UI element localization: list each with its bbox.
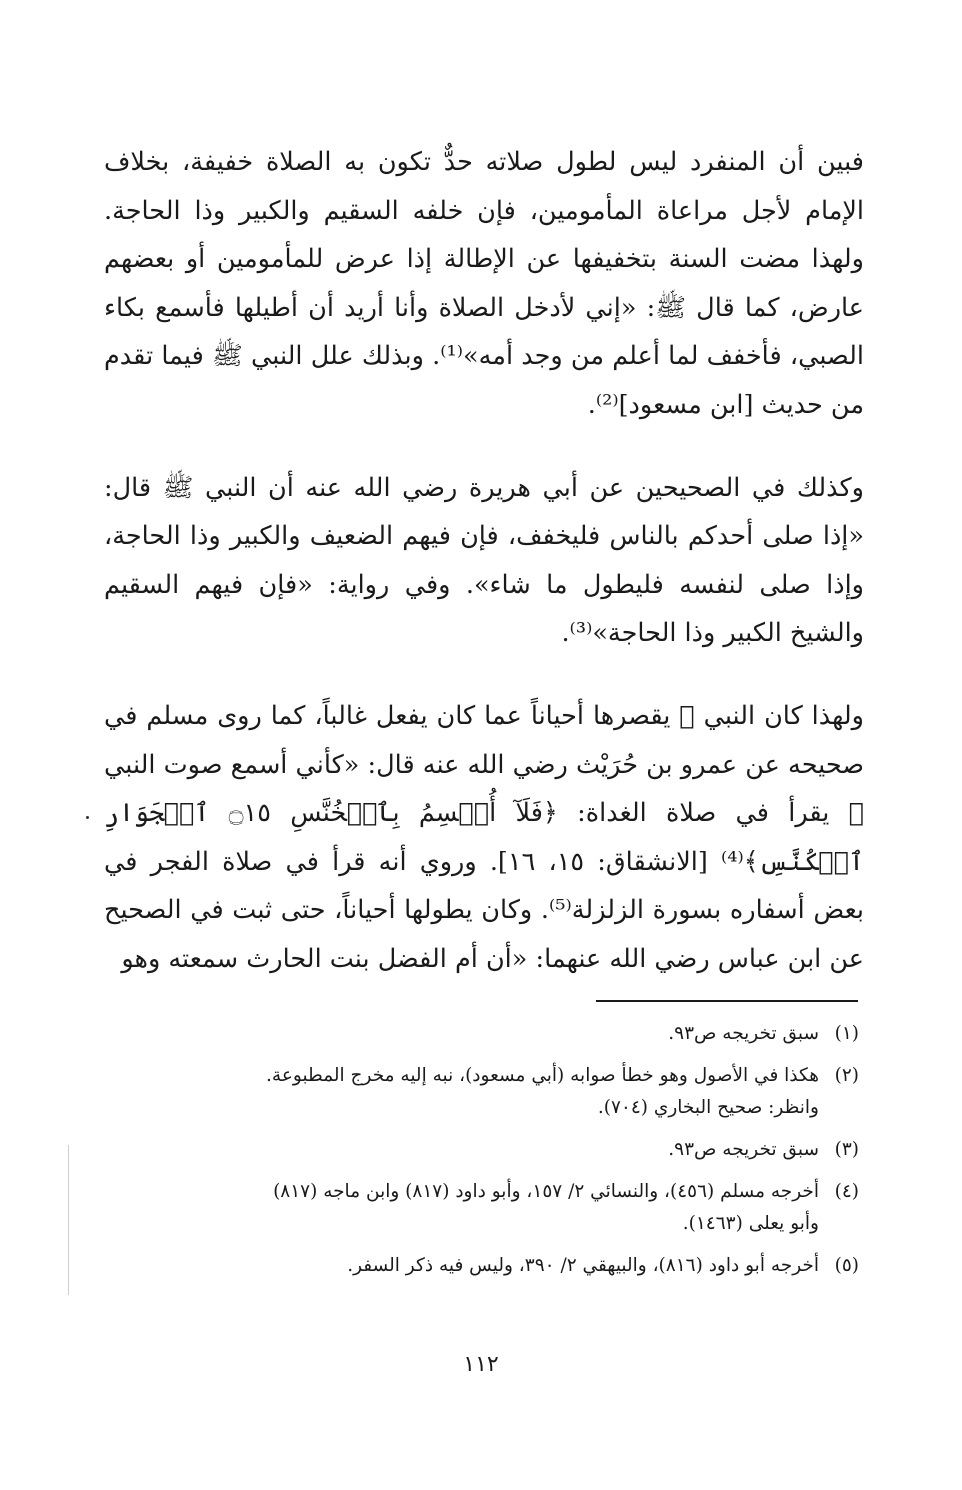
footnote-divider	[596, 1000, 858, 1002]
main-text	[104, 138, 864, 984]
footnote-number: (٤)	[834, 1181, 859, 1202]
footnote-number: (٣)	[834, 1139, 859, 1160]
footnote-text: وانظر: صحيح البخاري (٧٠٤).	[597, 1097, 819, 1118]
margin-dot	[86, 816, 89, 819]
footnote-3	[104, 1134, 859, 1166]
footnote-4	[104, 1176, 859, 1240]
footnote-text: أخرجه مسلم (٤٥٦)، والنسائي ٢/ ١٥٧، وأبو داود (٨١٧) وابن ماجه (٨١٧)	[273, 1181, 819, 1202]
footnote-text: سبق تخريجه ص٩٣.	[668, 1023, 819, 1044]
paragraph-3: ولهذا كان النبي ﷺ يقصرها أحياناً عما كان يفعل غالباً، كما روى مسلم في صحيحه عن عمرو بن حُرَيْث رضي الله عنه قال: «كأني أسمع صوت النبي ﷺ يقرأ في صلاة الغداة: ﴿فَلَآ أُقۡسِمُ بِٱلۡخُنَّسِ ۝١٥ ٱلۡجَوَارِ ٱلۡكُنَّسِ﴾⁽⁴⁾ [الانشقاق: ١٥، ١٦]. وروي أنه قرأ في صلاة الفجر في بعض أسفاره بسورة الزلزلة⁽⁵⁾. وكان يطولها أحياناً، حتى ثبت في الصحيح عن ابن عباس رضي الله عنهما: «أن أم الفضل بنت الحارث سمعته وهو	[104, 700, 864, 974]
footnote-1	[104, 1018, 859, 1050]
footnote-number: (٥)	[834, 1255, 859, 1276]
footnote-number: (١)	[834, 1023, 859, 1044]
paragraph-1: فبين أن المنفرد ليس لطول صلاته حدٌّ تكون به الصلاة خفيفة، بخلاف الإمام لأجل مراعاة المأمومين، فإن خلفه السقيم والكبير وذا الحاجة. ولهذا مضت السنة بتخفيفها عن الإطالة إذا عرض للمأمومين أو بعضهم عارض، كما قال ﷺ: «إني لأدخل الصلاة وأنا أريد أن أطيلها فأسمع بكاء الصبي، فأخفف لما أعلم من وجد أمه»⁽¹⁾. وبذلك علل النبي ﷺ فيما تقدم من حديث [ابن مسعود]⁽²⁾.	[104, 147, 864, 420]
page-number: ١١٢	[463, 1352, 499, 1377]
footnote-5	[104, 1250, 859, 1282]
footnote-text: سبق تخريجه ص٩٣.	[668, 1139, 819, 1160]
footnote-text: وأبو يعلى (١٤٦٣).	[682, 1213, 819, 1234]
footnote-number: (٢)	[834, 1065, 859, 1086]
paragraph-2: وكذلك في الصحيحين عن أبي هريرة رضي الله عنه أن النبي ﷺ قال: «إذا صلى أحدكم بالناس فليخفف، فإن فيهم الضعيف والكبير وذا الحاجة، وإذا صلى لنفسه فليطول ما شاء». وفي رواية: «فإن فيهم السقيم والشيخ الكبير وذا الحاجة»⁽³⁾.	[104, 472, 864, 649]
footnote-2	[104, 1060, 859, 1124]
footnote-text: هكذا في الأصول وهو خطأ صوابه (أبي مسعود)، نبه إليه مخرج المطبوعة.	[266, 1065, 819, 1086]
margin-rule	[68, 1145, 69, 1295]
footnote-text: أخرجه أبو داود (٨١٦)، والبيهقي ٢/ ٣٩٠، وليس فيه ذكر السفر.	[347, 1255, 819, 1276]
footnotes	[104, 1018, 859, 1292]
